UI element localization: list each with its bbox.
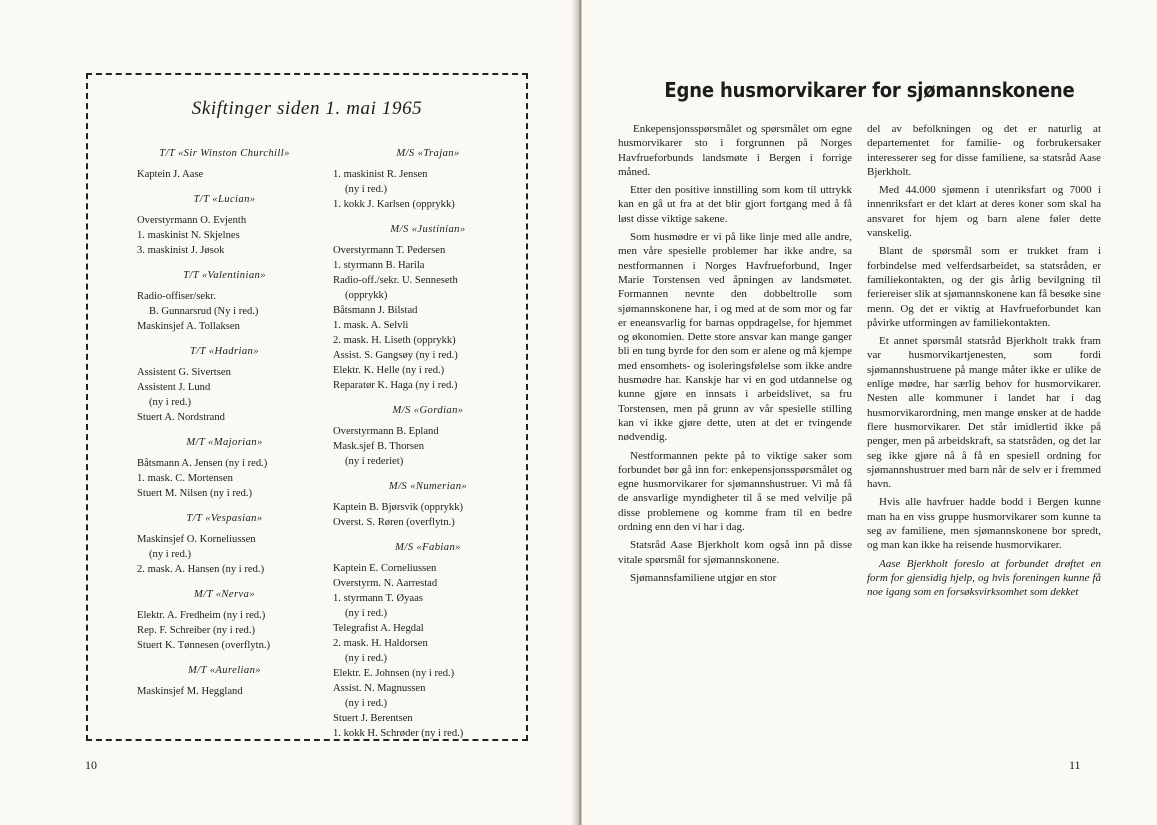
article-paragraph: Et annet spørsmål statsråd Bjerkholt trakk fram var husmorvikartjenesten, som fordi sjømannshustruene på mange måter ikke er ulike de enlige mødre, har særlig behov for husmorvikarer. Nesten alle kommuner i landet har i dag husmorvikarordning, men mange ønsker at de hadde flere husmorvikarer. Det står imidlertid ikke på penger, men på arbeidskraft, sa statsråden, og det lar seg ikke gjøre nå å få en spesiell ordning for sjømannshustruer med barn når de selv er i fremmed havn.	[867, 335, 1101, 491]
article-paragraph: Nestformannen pekte på to viktige saker som forbundet bør gå inn for: enkepensjonsspørsmålet og egne husmorvikarer for sjømannshustruer. Vi må få de ansvarlige myndigheter til å se med velvilje på disse problemene og komme fram til en bedre ordning enn den vi har i dag.	[618, 449, 852, 534]
ship-group	[333, 403, 523, 469]
crew-list-right-column	[333, 146, 523, 751]
crew-changes-box	[86, 73, 528, 741]
crew-entry: Stuert J. Berentsen	[333, 713, 413, 724]
ship-name: M/S «Trajan»	[396, 148, 460, 159]
ship-group	[137, 511, 312, 577]
ship-name: M/T «Aurelian»	[188, 665, 261, 676]
crew-entry: 1. kokk J. Karlsen (opprykk)	[333, 199, 455, 210]
crew-entry: Kaptein J. Aase	[137, 169, 204, 180]
article-paragraph: Sjømannsfamiliene utgjør en stor	[630, 571, 777, 584]
crew-entry: Overstyrmann T. Pedersen	[333, 245, 446, 256]
page-number-left: 10	[85, 758, 97, 772]
crew-entry: Assistent G. Sivertsen	[137, 367, 231, 378]
crew-entry: 2. mask. A. Hansen (ny i red.)	[137, 564, 265, 575]
article-title: Egne husmorvikarer for sjømannskonene	[664, 78, 1075, 102]
crew-entry: 1. maskinist R. Jensen	[333, 169, 428, 180]
ship-group	[333, 146, 523, 212]
crew-entry: Elektr. A. Fredheim (ny i red.)	[137, 610, 266, 621]
ship-group	[333, 222, 523, 393]
ship-name: T/T «Sir Winston Churchill»	[159, 148, 290, 159]
ship-name: T/T «Vespasian»	[186, 513, 263, 524]
article-left-column	[618, 122, 852, 589]
ship-name: M/S «Justinian»	[390, 224, 466, 235]
crew-entry: Assistent J. Lund	[137, 382, 211, 393]
crew-entry: 1. mask. A. Selvli	[333, 320, 409, 331]
article-paragraph: Som husmødre er vi på like linje med alle andre, men våre spesielle problemer har ikke andre, sa nestformannen i Norges Havfrueforbund, Inger Marie Torstensen ved åpningen av landsmøtet. Formannen nevnte den dobbeltrolle som sjømannskonene har, i og med at de som mor og far er eneansvarlig for barnas oppdragelse, for hjemmet og økonomien. Dette store ansvar kan mange ganger bli en tung byrde for den som er alene og må kjempe med ensomhets- og isoleringsfølelse som ikke andre husmødre har. Kanskje har vi en god utdannelse og kunne gjøre en innsats i arbeidslivet, sa fru Torstensen, men på grunn av vår spesielle stilling kan vi ikke gjøre dette, uten at det er tvingende nødvendig.	[618, 231, 852, 444]
crew-entry: Telegrafist A. Hegdal	[333, 623, 424, 634]
crew-entry: B. Gunnarsrud (Ny i red.)	[149, 306, 259, 317]
crew-entry: Rep. F. Schreiber (ny i red.)	[137, 625, 256, 636]
crew-entry: Assist. S. Gangsøy (ny i red.)	[333, 350, 458, 361]
crew-entry: Radio-offiser/sekr.	[137, 291, 216, 302]
crew-entry: Overst. S. Røren (overflytn.)	[333, 517, 455, 528]
crew-entry: Stuert A. Nordstrand	[137, 412, 225, 423]
crew-entry: (ny i red.)	[345, 184, 388, 195]
ship-group	[137, 435, 312, 501]
ship-name: M/T «Nerva»	[194, 589, 255, 600]
box-title: Skiftinger siden 1. mai 1965	[191, 98, 423, 119]
crew-entry: Kaptein B. Bjørsvik (opprykk)	[333, 502, 464, 513]
crew-entry: Overstyrmann O. Evjenth	[137, 215, 247, 226]
crew-entry: 1. kokk H. Schrøder (ny i red.)	[333, 728, 464, 739]
article-paragraph: Etter den positive innstilling som kom til uttrykk kan en gå ut fra at det blir gjort fortgang med å få løst disse viktige sakene.	[618, 184, 852, 225]
crew-entry: Båtsmann A. Jensen (ny i red.)	[137, 458, 268, 469]
right-page	[582, 0, 1157, 825]
article-paragraph: Med 44.000 sjømenn i utenriksfart og 7000 i innenriksfart er det klart at deres koner som skal ha ansvaret for hjem og barn alene føler dette vanskelig.	[867, 184, 1101, 240]
article-paragraph: Aase Bjerkholt foreslo at forbundet drøftet en form for gjensidig hjelp, og hvis foreningen kunne få noe igang som en forsøksvirksomhet som dekket	[867, 557, 1101, 599]
article-right-column	[867, 122, 1101, 604]
crew-entry: (ny i red.)	[345, 653, 388, 664]
crew-entry: Assist. N. Magnussen	[333, 683, 426, 694]
ship-group	[333, 479, 523, 530]
crew-entry: Stuert M. Nilsen (ny i red.)	[137, 488, 253, 499]
ship-group	[333, 540, 523, 741]
ship-group	[137, 587, 312, 653]
ship-name: M/T «Majorian»	[186, 437, 263, 448]
ship-group	[137, 268, 312, 334]
ship-group	[137, 192, 312, 258]
crew-list-left-column	[137, 146, 312, 709]
crew-entry: Mask.sjef B. Thorsen	[333, 441, 425, 452]
crew-entry: (ny i rederiet)	[345, 456, 404, 467]
crew-entry: Maskinsjef O. Korneliussen	[137, 534, 256, 545]
ship-group	[137, 146, 312, 182]
crew-entry: (ny i red.)	[149, 549, 192, 560]
crew-entry: (ny i red.)	[345, 608, 388, 619]
ship-name: T/T «Lucian»	[193, 194, 256, 205]
crew-entry: 1. styrmann B. Harila	[333, 260, 425, 271]
ship-name: M/S «Numerian»	[388, 481, 468, 492]
crew-entry: 1. mask. C. Mortensen	[137, 473, 233, 484]
ship-name: M/S «Fabian»	[395, 542, 461, 553]
article-paragraph: Blant de spørsmål som er trukket fram i forbindelse med velferdsarbeidet, sa statsråden, er familiekontakten, og der gis årlig bevilgning til feriereiser slik at sjømannskonene kan få besøke sine menn. Og det er viktig at Havfrueforbundet kan påvirke utformingen av familiekontakten.	[867, 245, 1101, 329]
crew-entry: (ny i red.)	[345, 698, 388, 709]
crew-entry: Radio-off./sekr. U. Senneseth	[333, 275, 458, 286]
crew-entry: 2. mask. H. Liseth (opprykk)	[333, 335, 456, 346]
page-number-right: 11	[1069, 758, 1081, 772]
article-paragraph: del av befolkningen og det er naturlig at departementet for familie- og forbrukersaker interesserer seg for disse familiene, sa statsråd Aase Bjerkholt.	[867, 123, 1101, 178]
ship-group	[137, 663, 312, 699]
crew-entry: Maskinsjef A. Tollaksen	[137, 321, 240, 332]
article-paragraph: Statsråd Aase Bjerkholt kom også inn på disse vitale spørsmål for sjømannskonene.	[618, 539, 852, 566]
crew-entry: (ny i red.)	[149, 397, 192, 408]
ship-name: T/T «Hadrian»	[190, 346, 259, 357]
crew-entry: Kaptein E. Corneliussen	[333, 563, 437, 574]
crew-entry: 3. maskinist J. Jøsok	[137, 245, 225, 256]
crew-entry: Stuert K. Tønnesen (overflytn.)	[137, 640, 271, 651]
crew-entry: Elektr. E. Johnsen (ny i red.)	[333, 668, 455, 679]
crew-entry: (opprykk)	[345, 290, 388, 301]
crew-entry: 2. mask. H. Haldorsen	[333, 638, 428, 649]
crew-entry: Overstyrmann B. Epland	[333, 426, 439, 437]
crew-entry: Elektr. K. Helle (ny i red.)	[333, 365, 445, 376]
crew-entry: Båtsmann J. Bilstad	[333, 305, 418, 316]
ship-group	[137, 344, 312, 425]
ship-name: T/T «Valentinian»	[183, 270, 266, 281]
left-page	[0, 0, 578, 825]
crew-entry: 1. styrmann T. Øyaas	[333, 593, 423, 604]
crew-entry: Maskinsjef M. Heggland	[137, 686, 243, 697]
article-paragraph: Hvis alle havfruer hadde bodd i Bergen kunne man ha en viss gruppe husmorvikarer som kunne ta seg av familiene, men sjømannskonene bor spredt, og man kan ikke ha reisende husmorvikarer.	[867, 496, 1101, 552]
crew-entry: 1. maskinist N. Skjelnes	[137, 230, 240, 241]
ship-name: M/S «Gordian»	[392, 405, 464, 416]
crew-entry: Overstyrm. N. Aarrestad	[333, 578, 438, 589]
article-paragraph: Enkepensjonsspørsmålet og spørsmålet om egne husmorvikarer sto i forgrunnen på Norges Havfrueforbunds landsmøte i Bergen i forrige måned.	[618, 123, 852, 178]
crew-entry: Reparatør K. Haga (ny i red.)	[333, 380, 458, 391]
